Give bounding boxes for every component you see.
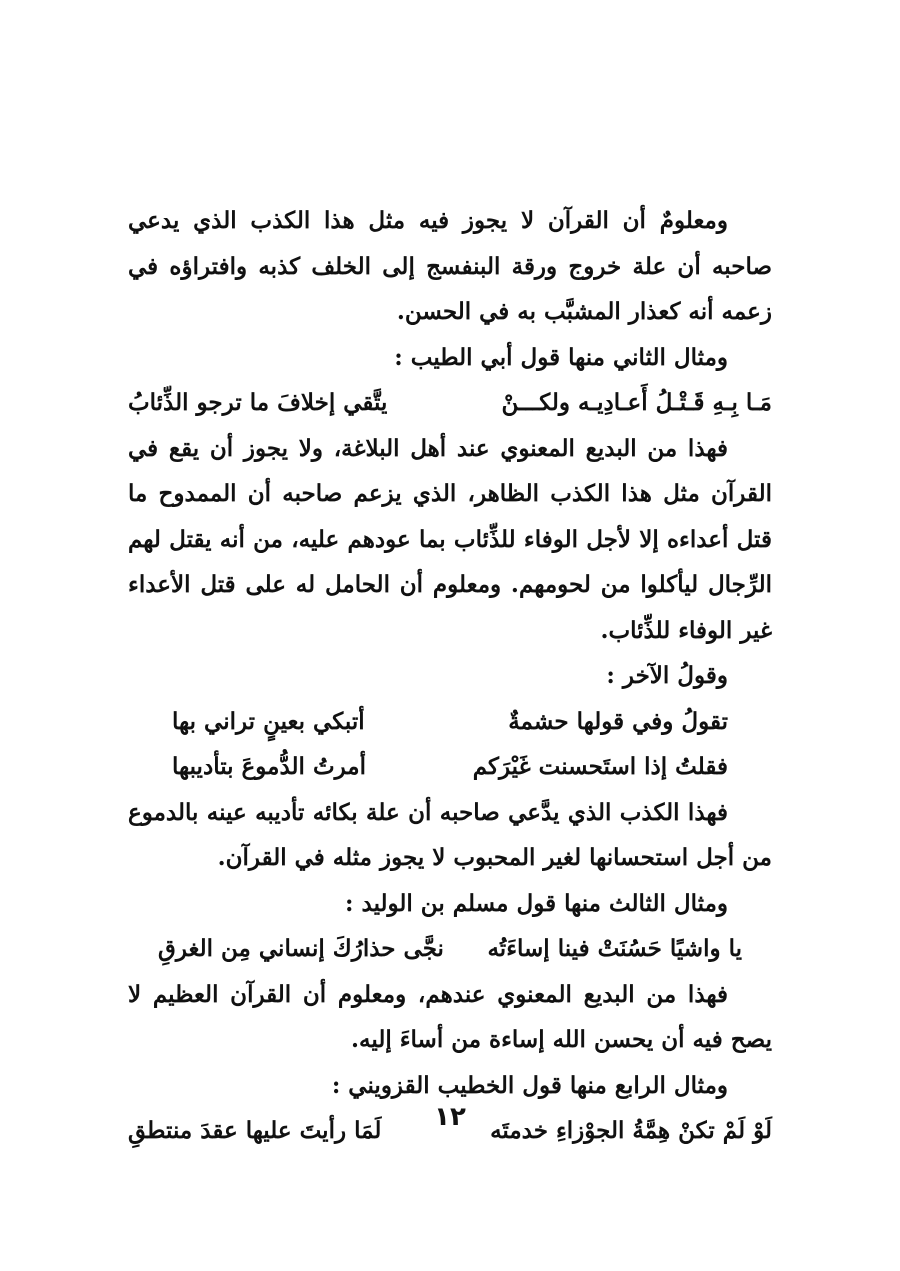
page-number: ١٢	[434, 1102, 466, 1132]
verse-4	[128, 926, 772, 972]
verse-3-first-hemistich: فقلتُ إذا استَحسنت غَيْرَكم	[472, 753, 728, 780]
example-4-intro: ومثال الرابع منها قول الخطيب القزويني :	[331, 1071, 728, 1099]
verse-1-second-hemistich: يتَّقي إخلافَ ما ترجو الذِّئابُ	[128, 389, 388, 416]
verse-4-first-hemistich: يا واشيًا حَسُنَتْ فينا إساءَتُه	[487, 935, 742, 962]
paragraph-3: فهذا الكذب الذي يدَّعي صاحبه أن علة بكائه تأديبه عينه بالدموع من أجل استحسانها لغير المحبوب لا يجوز مثله في القرآن.	[128, 798, 772, 871]
verse-3-second-hemistich: أمرتُ الدُّموعَ بتأديبها	[172, 753, 367, 780]
paragraph-2: فهذا من البديع المعنوي عند أهل البلاغة، ولا يجوز أن يقع في القرآن مثل هذا الكذب الظاهر، الذي يزعم صاحبه أن الممدوح ما قتل أعداءه إلا لأجل الوفاء للذِّئاب بما عودهم عليه، من أنه يقتل لهم الرِّجال ليأكلوا من لحومهم. ومعلوم أن الحامل له على قتل الأعداء غير الوفاء للذِّئاب.	[128, 434, 772, 644]
verse-2-second-hemistich: أتبكي بعينٍ تراني بها	[172, 707, 365, 735]
verse-2	[128, 699, 772, 745]
verse-5-second-hemistich: لَمَا رأيتَ عليها عقدَ منتطقِ	[128, 1117, 382, 1144]
paragraph-1: ومعلومٌ أن القرآن لا يجوز فيه مثل هذا الكذب الذي يدعي صاحبه أن علة خروج ورقة البنفسج إلى الخلف كذبه وافتراؤه في زعمه أنه كعذار المشبَّب به في الحسن.	[128, 207, 772, 325]
other-poet-intro: وقولُ الآخر :	[606, 662, 728, 689]
example-2-intro: ومثال الثاني منها قول أبي الطيب :	[394, 343, 728, 371]
verse-4-second-hemistich: نجَّى حذارُكَ إنساني مِن الغرقِ	[158, 935, 444, 962]
paragraph-4: فهذا من البديع المعنوي عندهم، ومعلوم أن القرآن العظيم لا يصح فيه أن يحسن الله إساءة من أساءَ إليه.	[128, 980, 772, 1053]
verse-1	[128, 380, 772, 426]
example-3-intro: ومثال الثالث منها قول مسلم بن الوليد :	[345, 889, 728, 917]
page-body	[128, 198, 772, 1154]
verse-3	[128, 744, 772, 790]
verse-5-first-hemistich: لَوْ لَمْ تكنْ هِمَّةُ الجوْزاءِ خدمتَه	[490, 1117, 772, 1144]
verse-1-first-hemistich: مَـا بِـهِ قَـتْـلُ أَعـادِيـه ولكـــنْ	[501, 389, 772, 416]
verse-2-first-hemistich: تقولُ وفي قولها حشمةٌ	[508, 707, 728, 735]
